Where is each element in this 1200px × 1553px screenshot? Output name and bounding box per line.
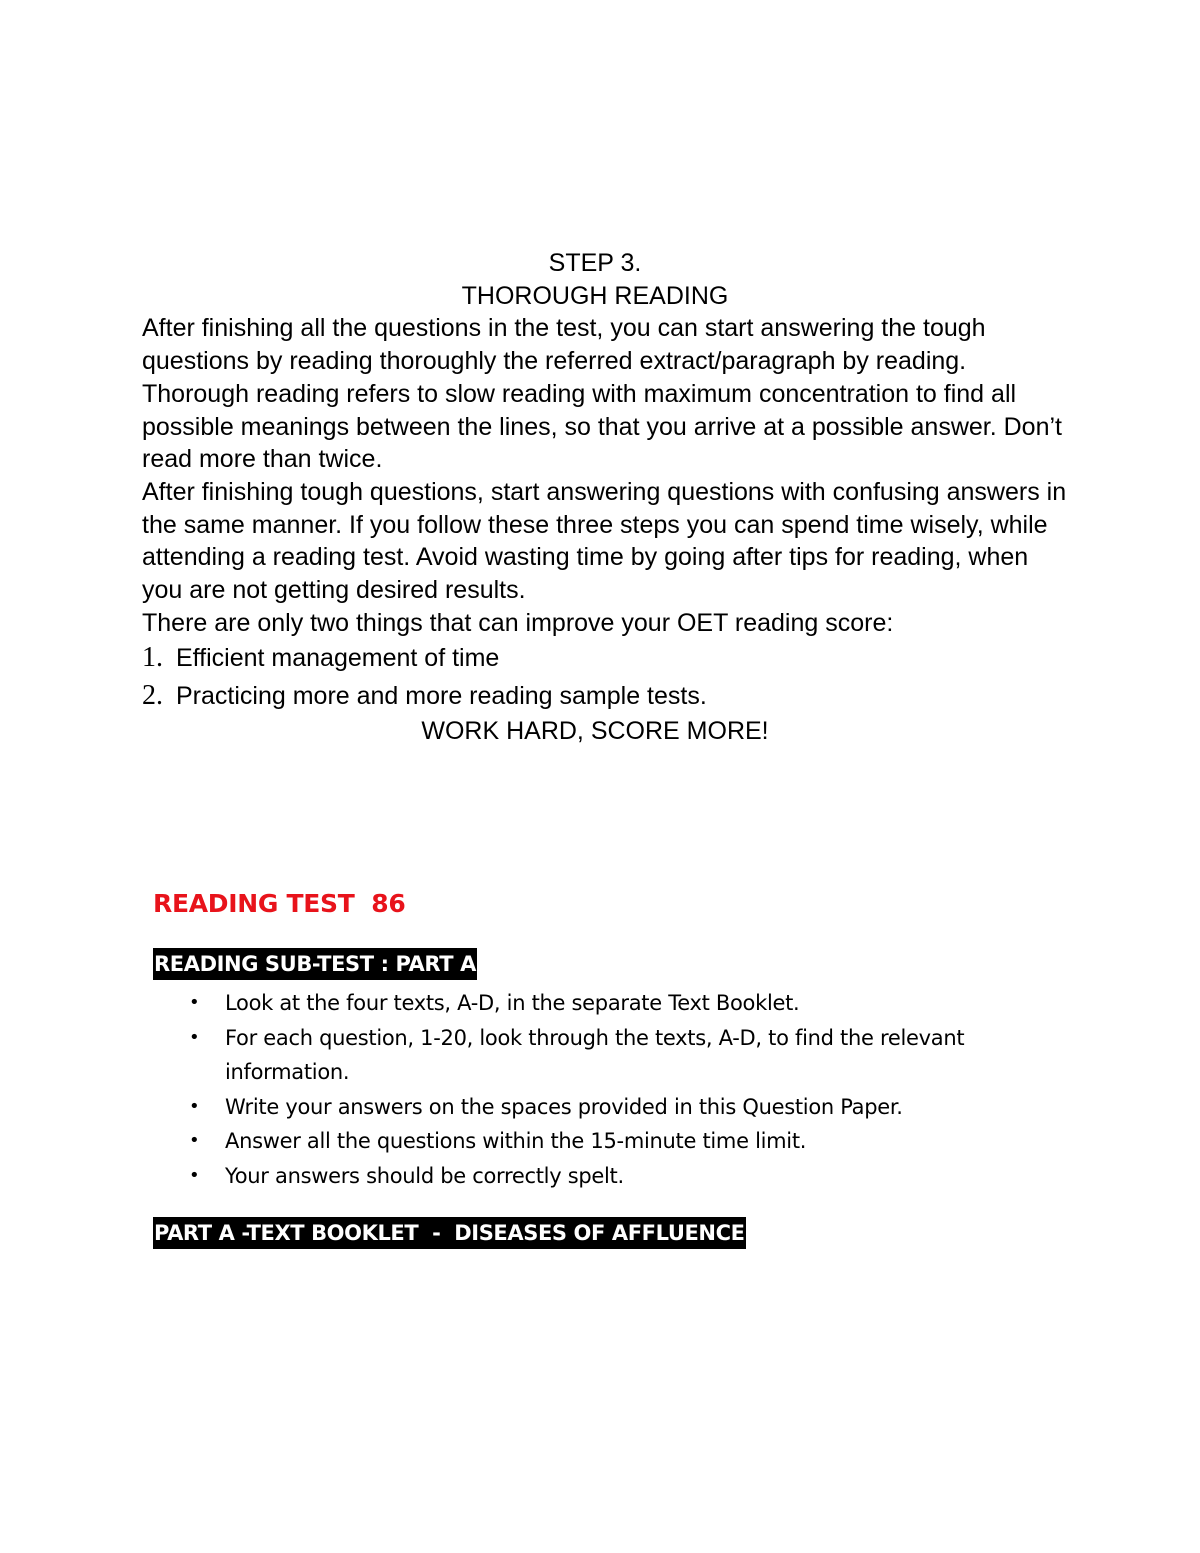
paragraph-thorough-reading: After finishing all the questions in the test, you can start answering the tough questions by reading thoroughly the referred extract/paragraph by reading. Thorough reading refers to slow reading with maximum concentration to find all possible meanings between the lines, so that you arrive at a possible answer. Don’t read more than twice. — [142, 314, 1062, 474]
list-item — [142, 639, 1072, 677]
step-heading: STEP 3. — [548, 249, 642, 277]
list-number: 2. — [142, 680, 163, 712]
list-text: Efficient management of time — [176, 644, 500, 673]
closing-line: WORK HARD, SCORE MORE! — [421, 717, 769, 746]
reading-test-section — [153, 886, 1093, 1249]
step-subheading: THOROUGH READING — [461, 281, 729, 310]
bullet-icon: • — [189, 1130, 200, 1151]
paragraph-tough-questions: After finishing tough questions, start answering questions with confusing answers in the same manner. If you follow these three steps you can spend time wisely, while attending a reading test. Avoid wasting time by going after tips for reading, when you are not getting desired results. — [142, 477, 1067, 605]
bullet-icon: • — [189, 1164, 200, 1186]
subtest-heading: READING SUB-TEST : PART A — [153, 948, 477, 980]
instruction-item: • For each question, 1-20, look through the texts, A-D, to find the relevant information. — [153, 1021, 1093, 1090]
list-text: Practicing more and more reading sample tests. — [176, 682, 707, 711]
step-section — [142, 247, 1072, 748]
instruction-item: • Write your answers on the spaces provided in this Question Paper. — [153, 1090, 1093, 1125]
instructions-list — [153, 986, 1093, 1193]
booklet-heading: PART A -TEXT BOOKLET - DISEASES OF AFFLUENCE — [153, 1217, 746, 1249]
instruction-item: • Your answers should be correctly spelt. — [153, 1159, 1093, 1194]
instruction-item: • Look at the four texts, A-D, in the separate Text Booklet. — [153, 986, 1093, 1021]
paragraph-improve-score: There are only two things that can improve your OET reading score: — [142, 608, 894, 637]
list-number: 1. — [142, 642, 163, 674]
bullet-icon: • — [189, 1026, 200, 1048]
list-item — [142, 677, 1072, 715]
reading-test-title: READING TEST 86 — [153, 889, 406, 918]
bullet-icon: • — [189, 992, 200, 1013]
bullet-icon: • — [189, 1095, 200, 1117]
instruction-item: • Answer all the questions within the 15-minute time limit. — [153, 1124, 1093, 1159]
